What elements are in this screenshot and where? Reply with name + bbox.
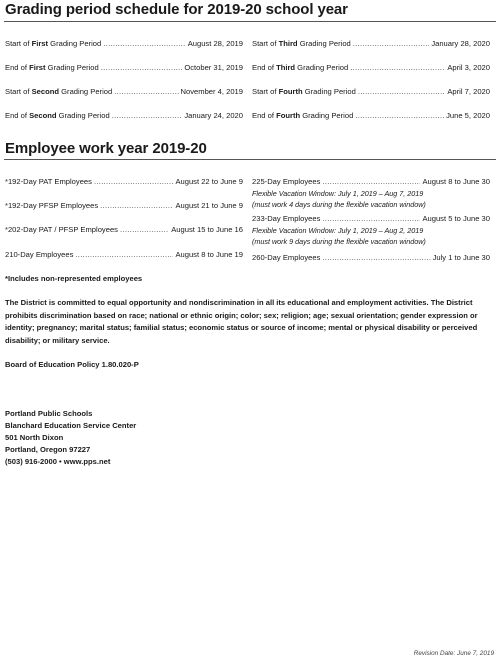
date-value: June 5, 2020 [446,111,490,120]
employee-row: *192-Day PAT Employees . . . August 22 to June 9 [5,177,243,187]
date-value: January 28, 2020 [431,39,490,48]
contact-center: Blanchard Education Service Center [5,421,137,430]
grading-row: Start of Third Grading Period . . . January 28, 2020 [252,39,490,49]
grading-row: End of Second Grading Period . . . January 24, 2020 [5,111,243,121]
date-value: October 31, 2019 [184,63,243,72]
date-value: August 28, 2019 [187,39,243,48]
grading-heading: Grading period schedule for 2019-20 school year [5,1,348,18]
range-value: August 15 to June 16 [171,225,243,234]
vacation-window-note: Flexible Vacation Window: July 1, 2019 – Aug 7, 2019 [252,189,424,198]
grading-row: End of First Grading Period . . . October 31, 2019 [5,63,243,73]
divider [4,21,496,22]
date-value: April 7, 2020 [447,87,490,96]
grading-row: End of Third Grading Period . . . April 3, 2020 [252,63,490,73]
policy-reference: Board of Education Policy 1.80.020-P [5,360,139,369]
equal-opportunity-statement: The District is committed to equal opportunity and nondiscrimination in all its educational and employment activities. The District prohibits discrimination based on race; national or ethnic origin; color; sex; religion; age; sexual orientation; gender expression or identity; pregnancy; marital status; familial status; economic status or source of income; mental or physical disability or perceived disability; or military service. [5,298,478,345]
employee-row: 225-Day Employees . . . August 8 to June 30 [252,177,490,187]
revision-date: Revision Date: June 7, 2019 [413,650,494,657]
footnote: *Includes non-represented employees [5,274,143,283]
employee-row: *202-Day PAT / PFSP Employees . . . August 15 to June 16 [5,225,243,235]
range-value: August 21 to June 9 [175,201,243,210]
date-value: November 4, 2019 [180,87,243,96]
contact-city: Portland, Oregon 97227 [5,445,91,454]
grading-row: Start of Second Grading Period . . . November 4, 2019 [5,87,243,97]
grading-row: End of Fourth Grading Period . . . June 5, 2020 [252,111,490,121]
date-value: January 24, 2020 [184,111,243,120]
range-value: August 8 to June 19 [175,250,243,259]
range-value: August 22 to June 9 [175,177,243,186]
vacation-window-note: Flexible Vacation Window: July 1, 2019 – Aug 2, 2019 [252,226,424,235]
employee-row: 210-Day Employees . . . August 8 to June 19 [5,250,243,260]
contact-org: Portland Public Schools [5,409,93,418]
contact-phone-web: (503) 916-2000 • www.pps.net [5,457,111,466]
range-value: August 8 to June 30 [422,177,490,186]
work-year-heading: Employee work year 2019-20 [5,140,207,157]
vacation-requirement-note: (must work 4 days during the flexible vacation window) [252,200,426,209]
contact-street: 501 North Dixon [5,433,64,442]
divider [4,159,496,160]
employee-row: 233-Day Employees . . . August 5 to June 30 [252,214,490,224]
employee-row: *192-Day PFSP Employees . . . August 21 to June 9 [5,201,243,211]
vacation-requirement-note: (must work 9 days during the flexible vacation window) [252,237,426,246]
grading-row: Start of First Grading Period . . . August 28, 2019 [5,39,243,49]
range-value: July 1 to June 30 [432,253,490,262]
employee-row: 260-Day Employees . . . July 1 to June 30 [252,253,490,263]
range-value: August 5 to June 30 [422,214,490,223]
grading-row: Start of Fourth Grading Period . . . April 7, 2020 [252,87,490,97]
date-value: April 3, 2020 [447,63,490,72]
